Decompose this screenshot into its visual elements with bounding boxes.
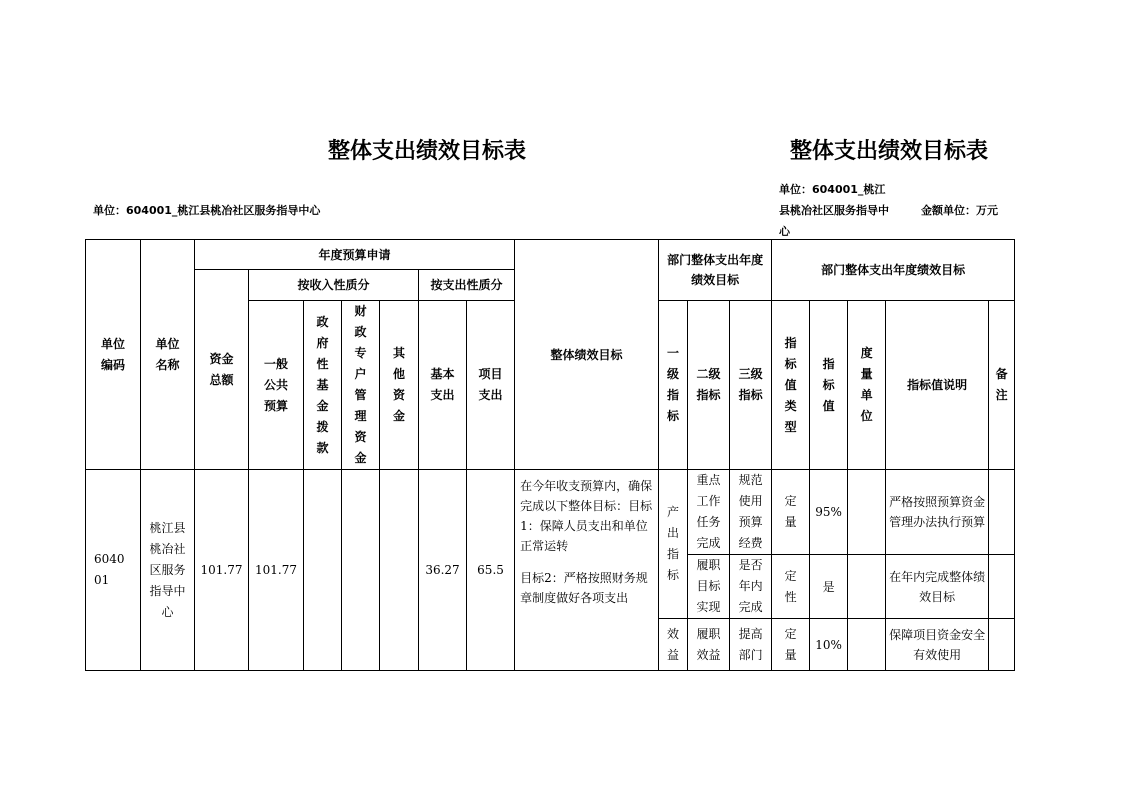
- unit-label-right: 单位：604001_桃江县桃冶社区服务指导中心: [779, 183, 889, 238]
- cell-indicator-1-value: 95%: [810, 470, 848, 555]
- cell-indicator-3-value: 10%: [810, 619, 848, 671]
- cell-indicator-2-level3: 是否年内完成: [730, 555, 772, 619]
- cell-unit-code: 604001: [86, 470, 141, 671]
- header-value: 指标值: [810, 301, 848, 470]
- header-level2: 二级指标: [688, 301, 730, 470]
- overall-goal-text-1: 在今年收支预算内，确保完成以下整体目标：目标1：保障人员支出和单位正常运转: [520, 479, 653, 553]
- cell-indicator-2-desc: 在年内完成整体绩效目标: [886, 555, 989, 619]
- header-value-desc: 指标值说明: [886, 301, 989, 470]
- cell-indicator-2-value: 是: [810, 555, 848, 619]
- cell-total-funds: 101.77: [195, 470, 249, 671]
- cell-indicator-3-level2: 履职效益: [688, 619, 730, 671]
- header-remark: 备注: [989, 301, 1015, 470]
- cell-indicator-2-level2: 履职目标实现: [688, 555, 730, 619]
- cell-indicator-2-type: 定性: [772, 555, 810, 619]
- overall-goal-text-2: 目标2：严格按照财务规章制度做好各项支出: [520, 571, 648, 605]
- header-total-funds: 资金总额: [195, 270, 249, 470]
- header-by-income: 按收入性质分: [249, 270, 419, 301]
- header-level3: 三级指标: [730, 301, 772, 470]
- header-by-expense: 按支出性质分: [419, 270, 515, 301]
- cell-indicator-2-remark: [989, 555, 1015, 619]
- header-gov-fund: 政府性基金拨款: [304, 301, 342, 470]
- cell-project-expense: 65.5: [467, 470, 515, 671]
- cell-fiscal-special: [342, 470, 380, 671]
- header-measure-unit: 度量单位: [848, 301, 886, 470]
- cell-indicator-3-type: 定量: [772, 619, 810, 671]
- cell-indicator-1-type: 定量: [772, 470, 810, 555]
- header-basic-expense: 基本支出: [419, 301, 467, 470]
- cell-indicator-1-level2: 重点工作任务完成: [688, 470, 730, 555]
- header-value-type: 指标值类型: [772, 301, 810, 470]
- header-level1: 一级指标: [659, 301, 688, 470]
- cell-basic-expense: 36.27: [419, 470, 467, 671]
- header-fiscal-special: 财政专户管理资金: [342, 301, 380, 470]
- cell-indicator-1-level1: 产出指标: [659, 470, 688, 619]
- cell-indicator-3-level1: 效益: [659, 619, 688, 671]
- header-unit-code: 单位编码: [86, 240, 141, 470]
- cell-unit-name: 桃江县桃冶社区服务指导中心: [141, 470, 195, 671]
- cell-indicator-1-desc: 严格按照预算资金管理办法执行预算: [886, 470, 989, 555]
- cell-indicator-3-unit: [848, 619, 886, 671]
- cell-other-funds: [380, 470, 419, 671]
- header-general-budget: 一般公共预算: [249, 301, 304, 470]
- cell-indicator-3-desc: 保障项目资金安全有效使用: [886, 619, 989, 671]
- performance-table: [85, 239, 1015, 671]
- header-project-expense: 项目支出: [467, 301, 515, 470]
- cell-gov-fund: [304, 470, 342, 671]
- header-annual-budget: 年度预算申请: [195, 240, 515, 270]
- cell-indicator-1-remark: [989, 470, 1015, 555]
- header-dept-goal-right: 部门整体支出年度绩效目标: [772, 240, 1015, 301]
- cell-indicator-1-level3: 规范使用预算经费: [730, 470, 772, 555]
- header-other-funds: 其他资金: [380, 301, 419, 470]
- cell-overall-goal: [515, 470, 659, 671]
- header-dept-goal-left: 部门整体支出年度绩效目标: [659, 240, 772, 301]
- amount-unit-label: 金额单位：万元: [921, 204, 998, 217]
- cell-indicator-3-level3: 提高部门: [730, 619, 772, 671]
- cell-general-budget: 101.77: [249, 470, 304, 671]
- header-overall-goal: 整体绩效目标: [515, 240, 659, 470]
- cell-indicator-3-remark: [989, 619, 1015, 671]
- page-title-right: 整体支出绩效目标表: [790, 139, 989, 164]
- cell-indicator-1-unit: [848, 470, 886, 555]
- page-title-left: 整体支出绩效目标表: [328, 139, 527, 164]
- header-unit-name: 单位名称: [141, 240, 195, 470]
- cell-indicator-2-unit: [848, 555, 886, 619]
- unit-label-left: 单位：604001_桃江县桃冶社区服务指导中心: [93, 204, 321, 217]
